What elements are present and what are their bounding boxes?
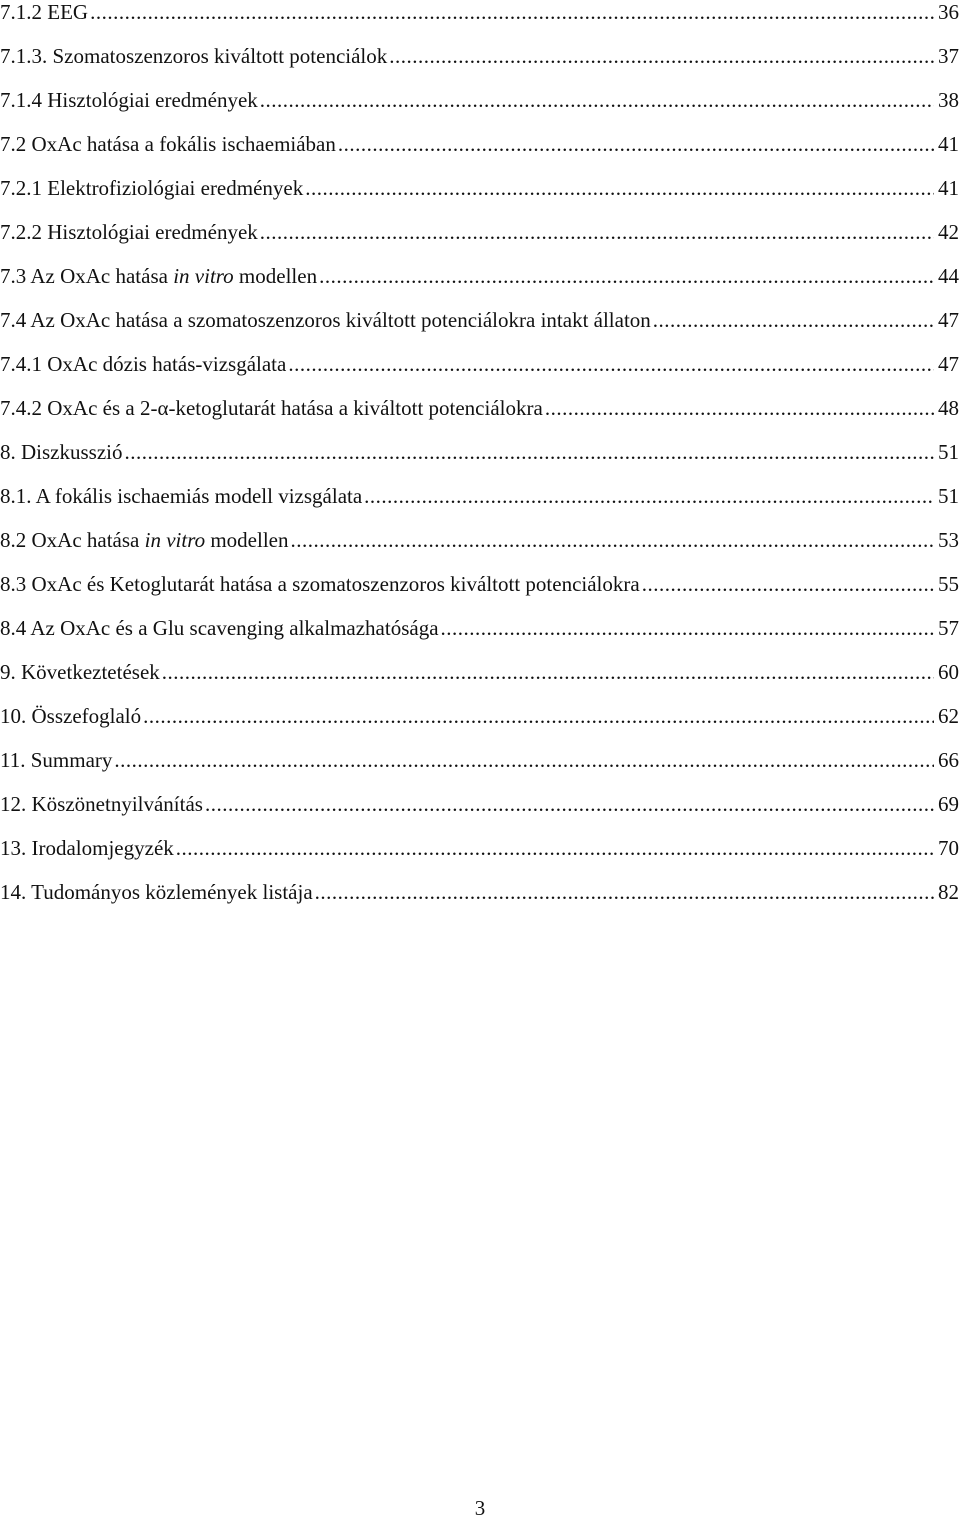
page-number: 3 xyxy=(474,1496,486,1520)
toc-entry-title-pre: 8.2 OxAc hatása xyxy=(0,528,145,552)
toc-entry-12[interactable] xyxy=(0,789,960,819)
toc-entry-title: 7.4 Az OxAc hatása a szomatoszenzoros kiváltott potenciálokra intakt állaton xyxy=(0,308,651,332)
toc-entry-11[interactable] xyxy=(0,745,960,775)
toc-entry-7-1-3[interactable] xyxy=(0,41,960,71)
dot-leader xyxy=(545,393,934,423)
dot-leader xyxy=(319,261,934,291)
toc-entry-7-1-4[interactable] xyxy=(0,85,960,115)
dot-leader xyxy=(260,217,934,247)
toc-entry-title-post: modellen xyxy=(233,264,318,288)
toc-entry-page: 36 xyxy=(938,0,959,24)
toc-entry-title: 8.4 Az OxAc és a Glu scavenging alkalmazhatósága xyxy=(0,616,439,640)
dot-leader xyxy=(205,789,934,819)
toc-entry-page: 69 xyxy=(938,792,959,816)
toc-entry-title: 7.2 OxAc hatása a fokális ischaemiában xyxy=(0,132,336,156)
toc-entry-title: 7.2.2 Hisztológiai eredmények xyxy=(0,220,258,244)
toc-entry-page: 60 xyxy=(938,660,959,684)
toc-entry-title: 7.1.3. Szomatoszenzoros kiváltott potenciálok xyxy=(0,44,388,68)
toc-entry-page: 51 xyxy=(938,440,959,464)
dot-leader xyxy=(653,305,934,335)
toc-entry-title: 8.3 OxAc és Ketoglutarát hatása a szomatoszenzoros kiváltott potenciálokra xyxy=(0,572,640,596)
dot-leader xyxy=(162,657,934,687)
toc-entry-8-4[interactable] xyxy=(0,613,960,643)
toc-entry-9[interactable] xyxy=(0,657,960,687)
toc-entry-8-1[interactable] xyxy=(0,481,960,511)
toc-entry-8[interactable] xyxy=(0,437,960,467)
dot-leader xyxy=(305,173,934,203)
dot-leader xyxy=(90,0,934,27)
toc-entry-7-2[interactable] xyxy=(0,129,960,159)
toc-entry-title: 7.4.1 OxAc dózis hatás-vizsgálata xyxy=(0,352,287,376)
toc-entry-title-post: modellen xyxy=(205,528,289,552)
toc-entry-title-italic: in vitro xyxy=(173,264,234,288)
toc-entry-page: 51 xyxy=(938,484,959,508)
dot-leader xyxy=(389,41,934,71)
toc-entry-title-italic: in vitro xyxy=(144,528,206,552)
toc-entry-page: 53 xyxy=(938,528,959,552)
dot-leader xyxy=(441,613,934,643)
toc-entry-page: 47 xyxy=(938,352,959,376)
toc-entry-page: 38 xyxy=(938,88,959,112)
toc-entry-7-4-2[interactable] xyxy=(0,393,960,423)
toc-entry-7-1-2[interactable] xyxy=(0,0,960,27)
toc-entry-title xyxy=(0,525,291,555)
dot-leader xyxy=(338,129,934,159)
toc-entry-title: 7.4.2 OxAc és a 2-α-ketoglutarát hatása a kiváltott potenciálokra xyxy=(0,396,543,420)
toc-entry-page: 44 xyxy=(938,264,959,288)
toc-entry-14[interactable] xyxy=(0,877,960,907)
dot-leader xyxy=(114,745,934,775)
toc-entry-7-2-1[interactable] xyxy=(0,173,960,203)
toc-entry-page: 62 xyxy=(938,704,959,728)
toc-entry-page: 66 xyxy=(938,748,959,772)
toc-entry-page: 42 xyxy=(938,220,959,244)
toc-entry-page: 41 xyxy=(938,176,959,200)
toc-entry-title: 12. Köszönetnyilvánítás xyxy=(0,792,203,816)
toc-entry-8-2[interactable] xyxy=(0,525,960,555)
dot-leader xyxy=(315,877,934,907)
toc-entry-7-3[interactable] xyxy=(0,261,960,291)
toc-entry-title: 10. Összefoglaló xyxy=(0,704,142,728)
toc-entry-page: 41 xyxy=(938,132,959,156)
toc-entry-page: 48 xyxy=(938,396,959,420)
dot-leader xyxy=(260,85,934,115)
dot-leader xyxy=(176,833,934,863)
toc-entry-13[interactable] xyxy=(0,833,960,863)
dot-leader xyxy=(125,437,935,467)
dot-leader xyxy=(364,481,934,511)
toc-entry-title: 9. Következtetések xyxy=(0,660,160,684)
toc-entry-8-3[interactable] xyxy=(0,569,960,599)
toc-entry-page: 47 xyxy=(938,308,959,332)
toc-entry-title: 11. Summary xyxy=(0,748,113,772)
toc-entry-page: 37 xyxy=(938,44,959,68)
toc-entry-7-4[interactable] xyxy=(0,305,960,335)
dot-leader xyxy=(143,701,934,731)
toc-entry-title xyxy=(0,261,319,291)
toc-entry-title: 13. Irodalomjegyzék xyxy=(0,836,174,860)
dot-leader xyxy=(291,525,935,555)
dot-leader xyxy=(288,349,934,379)
toc-entry-page: 70 xyxy=(938,836,959,860)
toc-entry-page: 55 xyxy=(938,572,959,596)
toc-entry-7-2-2[interactable] xyxy=(0,217,960,247)
toc-entry-title: 7.2.1 Elektrofiziológiai eredmények xyxy=(0,176,304,200)
toc-entry-title-pre: 7.3 Az OxAc hatása xyxy=(0,264,174,288)
toc-entry-title: 7.1.2 EEG xyxy=(0,0,89,24)
toc-entry-title: 14. Tudományos közlemények listája xyxy=(0,880,313,904)
toc-entry-title: 7.1.4 Hisztológiai eredmények xyxy=(0,88,258,112)
toc-entry-page: 57 xyxy=(938,616,959,640)
toc-entry-title: 8. Diszkusszió xyxy=(0,440,123,464)
toc-entry-page: 82 xyxy=(938,880,959,904)
toc-entry-10[interactable] xyxy=(0,701,960,731)
toc-entry-title: 8.1. A fokális ischaemiás modell vizsgálata xyxy=(0,484,363,508)
toc-entry-7-4-1[interactable] xyxy=(0,349,960,379)
dot-leader xyxy=(642,569,934,599)
